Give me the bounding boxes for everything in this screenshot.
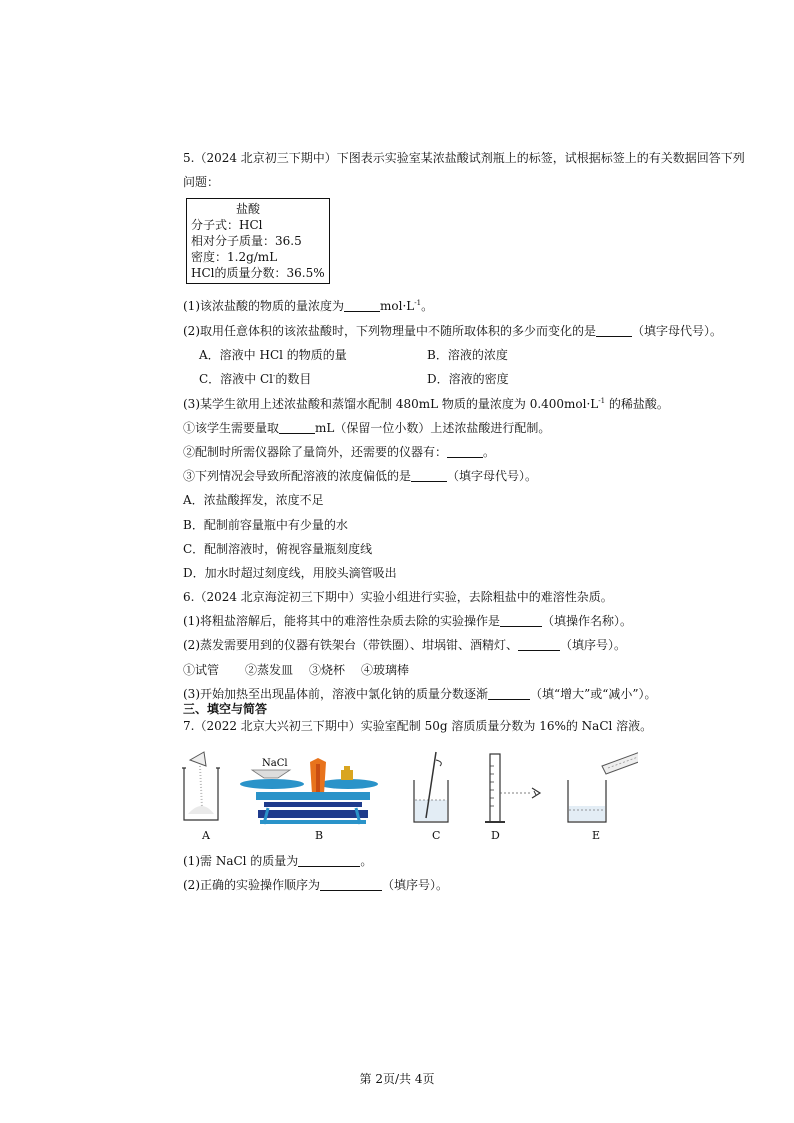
- figure-label-d: D: [491, 829, 500, 842]
- q6-part2: (2)蒸发需要用到的仪器有铁架台（带铁圈）、坩埚钳、酒精灯、 （填序号）。: [183, 638, 627, 652]
- section-heading: 三、填空与简答: [183, 702, 268, 716]
- answer-blank[interactable]: [447, 445, 483, 458]
- q5-option-d: D．溶液的密度: [427, 372, 509, 386]
- figure-label-c: C: [432, 829, 441, 842]
- q5-stem-line1: 5.（2024 北京初三下期中）下图表示实验室某浓盐酸试剂瓶上的标签，试根据标签上的有关数据回答下列: [183, 151, 745, 165]
- answer-blank[interactable]: [320, 878, 382, 891]
- q6-option-3: ③烧杯: [309, 663, 346, 677]
- answer-blank[interactable]: [279, 421, 315, 434]
- experiment-figures: [178, 748, 638, 843]
- q5-stem-line2: 问题：: [183, 175, 220, 189]
- answer-blank[interactable]: [344, 299, 380, 312]
- figure-e-transfer: [568, 752, 638, 822]
- label-density: 密度：1.2g/mL: [191, 250, 278, 264]
- q5-step2: ②配制时所需仪器除了量筒外，还需要的仪器有： 。: [183, 445, 496, 459]
- figure-label-b: B: [315, 829, 324, 842]
- figure-a-dissolve: [182, 752, 220, 820]
- q5-step1: ①该学生需要量取 mL（保留一位小数）上述浓盐酸进行配制。: [183, 421, 551, 435]
- q5-option-a: A．溶液中 HCl 的物质的量: [199, 348, 347, 362]
- q6-options: [183, 662, 409, 678]
- label-molar-mass: 相对分子质量：36.5: [191, 234, 302, 248]
- answer-blank[interactable]: [488, 687, 530, 700]
- q5-choice-d: D．加水时超过刻度线，用胶头滴管吸出: [183, 566, 397, 580]
- nacl-label: NaCl: [262, 758, 288, 769]
- page-footer: 第 2页/共 4页: [359, 1072, 435, 1086]
- figure-label-a: A: [202, 829, 210, 842]
- q5-choice-c: C．配制溶液时，俯视容量瓶刻度线: [183, 542, 373, 556]
- q6-part1: (1)将粗盐溶解后，能将其中的难溶性杂质去除的实验操作是 （填操作名称）。: [183, 614, 633, 628]
- q5-part3: (3)某学生欲用上述浓盐酸和蒸馏水配制 480mL 物质的量浓度为 $0.400mol\cdot L^{-1}$ 的稀盐酸。: [183, 397, 669, 411]
- label-title: 盐酸: [235, 202, 260, 216]
- q6-option-1: ①试管: [183, 663, 220, 677]
- figure-label-e: E: [592, 829, 601, 842]
- q5-choice-b: B．配制前容量瓶中有少量的水: [183, 518, 348, 532]
- figure-c-stirring: [414, 752, 448, 822]
- q5-step3: ③下列情况会导致所配溶液的浓度偏低的是 （填字母代号）。: [183, 469, 538, 483]
- q7-stem: 7.（2022 北京大兴初三下期中）实验室配制 50g 溶质质量分数为 16%的 NaCl 溶液。: [183, 719, 653, 733]
- q5-part2: (2)取用任意体积的该浓盐酸时，下列物理量中不随所取体积的多少而变化的是 （填字母代号）。: [183, 324, 723, 338]
- figure-b-balance: [240, 758, 378, 824]
- q7-part1: (1)需 NaCl 的质量为 。: [183, 854, 373, 868]
- label-mass-fraction: HCl的质量分数：36.5%: [191, 266, 325, 280]
- q7-part2: (2)正确的实验操作顺序为 （填序号）。: [183, 878, 449, 892]
- q5-option-c: C．溶液中 Cl-的数目: [199, 372, 312, 386]
- q6-part3: (3)开始加热至出现晶体前，溶液中氯化钠的质量分数逐渐 （填“增大”或“减小”）。: [183, 687, 657, 701]
- label-formula: 分子式：HCl: [191, 218, 263, 232]
- q5-part1: (1)该浓盐酸的物质的量浓度为 $mol\cdot L^{-1}$。: [183, 299, 434, 313]
- answer-blank[interactable]: [411, 469, 447, 482]
- answer-blank[interactable]: [298, 854, 360, 867]
- q6-option-4: ④玻璃棒: [361, 663, 410, 677]
- q6-option-2: ②蒸发皿: [245, 663, 294, 677]
- q6-stem: 6.（2024 北京海淀初三下期中）实验小组进行实验，去除粗盐中的难溶性杂质。: [183, 590, 613, 604]
- figure-d-cylinder: [485, 754, 540, 822]
- hcl-bottle-label: [186, 198, 330, 284]
- answer-blank[interactable]: [596, 324, 632, 337]
- answer-blank[interactable]: [518, 638, 560, 651]
- answer-blank[interactable]: [500, 614, 542, 627]
- lab-apparatus-diagram: [178, 748, 638, 843]
- q5-choice-a: A．浓盐酸挥发，浓度不足: [183, 493, 324, 507]
- q5-option-b: B．溶液的浓度: [427, 348, 508, 362]
